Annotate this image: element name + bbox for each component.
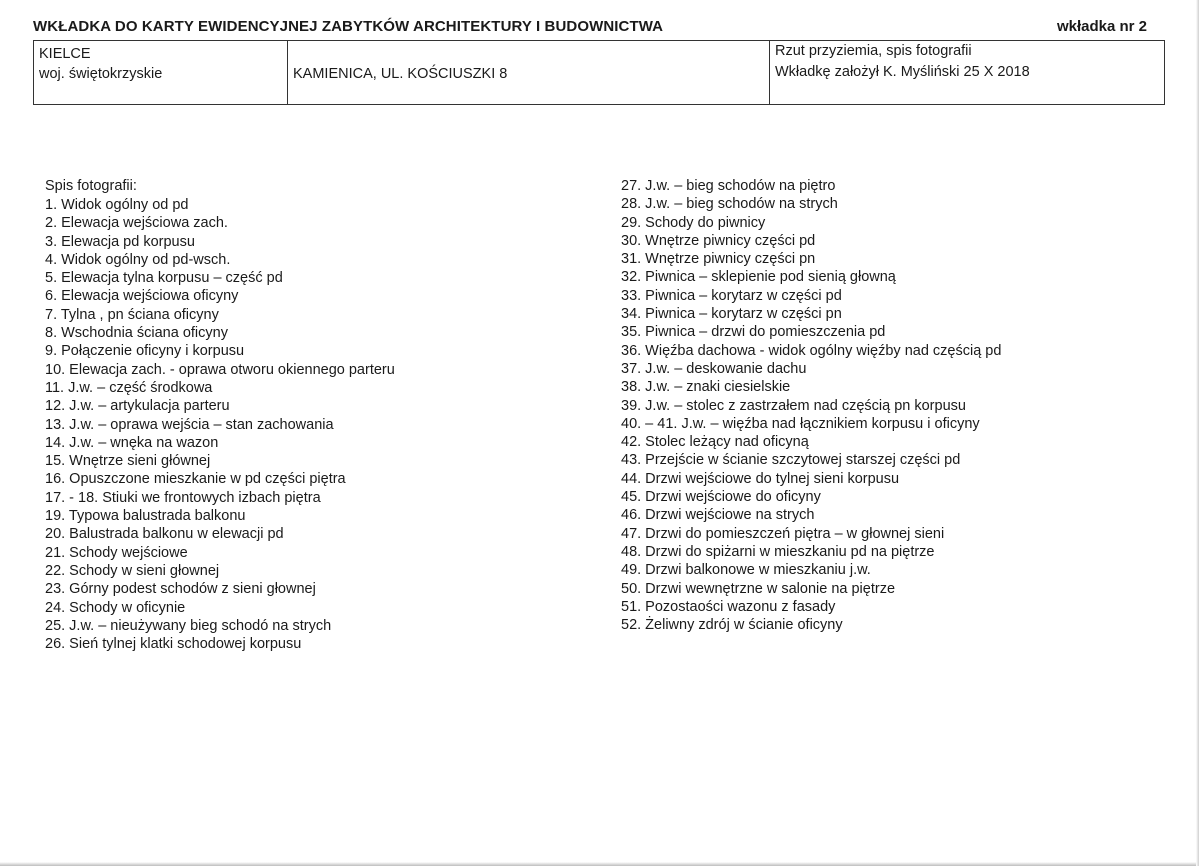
list-item: 26. Sień tylnej klatki schodowej korpusu bbox=[45, 636, 302, 653]
list-item: 29. Schody do piwnicy bbox=[621, 214, 766, 231]
photo-list-heading: Spis fotografii: bbox=[45, 178, 137, 194]
list-item: 8. Wschodnia ściana oficyny bbox=[45, 325, 228, 342]
list-item: 34. Piwnica – korytarz w części pn bbox=[621, 306, 842, 323]
list-item: 40. – 41. J.w. – więźba nad łącznikiem korpusu i oficyny bbox=[621, 415, 980, 432]
list-item: 1. Widok ogólny od pd bbox=[45, 197, 189, 213]
list-item: 44. Drzwi wejściowe do tylnej sieni korpusu bbox=[621, 470, 900, 487]
list-item: 2. Elewacja wejściowa zach. bbox=[45, 215, 228, 232]
info-table bbox=[33, 40, 1165, 105]
list-item: 48. Drzwi do spiżarni w mieszkaniu pd na piętrze bbox=[621, 543, 935, 560]
list-item: 19. Typowa balustrada balkonu bbox=[45, 508, 246, 525]
list-item: 20. Balustrada balkonu w elewacji pd bbox=[45, 526, 284, 543]
list-item: 4. Widok ogólny od pd-wsch. bbox=[45, 251, 231, 268]
list-item: 33. Piwnica – korytarz w części pd bbox=[621, 287, 842, 304]
list-item: 46. Drzwi wejściowe na strych bbox=[621, 507, 815, 524]
contents-text: Rzut przyziemia, spis fotografii bbox=[775, 43, 972, 59]
list-item: 11. J.w. – część środkowa bbox=[45, 379, 213, 396]
list-item: 16. Opuszczone mieszkanie w pd części piętra bbox=[45, 471, 346, 488]
list-item: 27. J.w. – bieg schodów na piętro bbox=[621, 178, 836, 194]
list-item: 9. Połączenie oficyny i korpusu bbox=[45, 343, 245, 360]
list-item: 43. Przejście w ścianie szczytowej starszej części pd bbox=[621, 452, 961, 469]
list-item: 36. Więźba dachowa - widok ogólny więźby nad częścią pd bbox=[621, 342, 1002, 359]
list-item: 39. J.w. – stolec z zastrzałem nad częścią pn korpusu bbox=[621, 397, 966, 414]
sheet-number: wkładka nr 2 bbox=[1056, 18, 1147, 35]
document-title: WKŁADKA DO KARTY EWIDENCYJNEJ ZABYTKÓW ARCHITEKTURY I BUDOWNICTWA bbox=[33, 18, 664, 35]
list-item: 21. Schody wejściowe bbox=[45, 544, 188, 561]
list-item: 37. J.w. – deskowanie dachu bbox=[621, 360, 807, 377]
list-item: 35. Piwnica – drzwi do pomieszczenia pd bbox=[621, 324, 886, 341]
address-text: KAMIENICA, UL. KOŚCIUSZKI 8 bbox=[293, 66, 508, 82]
photo-list-right bbox=[621, 177, 1001, 634]
list-item: 22. Schody w sieni głownej bbox=[45, 562, 220, 579]
list-item: 49. Drzwi balkonowe w mieszkaniu j.w. bbox=[621, 562, 871, 579]
list-item: 10. Elewacja zach. - oprawa otworu okiennego parteru bbox=[45, 361, 395, 378]
description-cell bbox=[770, 41, 1164, 104]
address-cell bbox=[288, 41, 770, 104]
list-item: 14. J.w. – wnęka na wazon bbox=[45, 434, 219, 451]
list-item: 42. Stolec leżący nad oficyną bbox=[621, 434, 809, 451]
list-item: 15. Wnętrze sieni głównej bbox=[45, 453, 211, 470]
list-item: 50. Drzwi wewnętrzne w salonie na piętrze bbox=[621, 580, 896, 597]
list-item: 45. Drzwi wejściowe do oficyny bbox=[621, 489, 821, 506]
list-item: 52. Żeliwny zdrój w ścianie oficyny bbox=[621, 617, 843, 634]
list-item: 51. Pozostaości wazonu z fasady bbox=[621, 598, 836, 615]
list-item: 30. Wnętrze piwnicy części pd bbox=[621, 232, 816, 249]
list-item: 23. Górny podest schodów z sieni głownej bbox=[45, 581, 316, 598]
author-text: Wkładkę założył K. Myśliński 25 X 2018 bbox=[775, 64, 1030, 80]
list-item: 12. J.w. – artykulacja parteru bbox=[45, 398, 230, 415]
photo-list-left bbox=[45, 196, 395, 653]
list-item: 17. - 18. Stiuki we frontowych izbach piętra bbox=[45, 489, 321, 506]
list-item: 24. Schody w oficynie bbox=[45, 599, 186, 616]
list-item: 32. Piwnica – sklepienie pod sienią głowną bbox=[621, 269, 896, 286]
list-item: 38. J.w. – znaki ciesielskie bbox=[621, 379, 791, 396]
city-text: KIELCE bbox=[39, 46, 91, 62]
list-item: 25. J.w. – nieużywany bieg schodó na strych bbox=[45, 617, 332, 634]
scan-bottom-edge bbox=[0, 862, 1199, 866]
list-item: 5. Elewacja tylna korpusu – część pd bbox=[45, 270, 283, 287]
location-cell bbox=[34, 41, 288, 104]
list-item: 28. J.w. – bieg schodów na strych bbox=[621, 196, 838, 213]
list-item: 3. Elewacja pd korpusu bbox=[45, 233, 195, 250]
list-item: 47. Drzwi do pomieszczeń piętra – w głownej sieni bbox=[621, 525, 945, 542]
list-item: 6. Elewacja wejściowa oficyny bbox=[45, 288, 239, 305]
list-item: 13. J.w. – oprawa wejścia – stan zachowania bbox=[45, 416, 334, 433]
list-item: 31. Wnętrze piwnicy części pn bbox=[621, 251, 816, 268]
province-text: woj. świętokrzyskie bbox=[39, 66, 163, 82]
list-item: 7. Tylna , pn ściana oficyny bbox=[45, 306, 219, 323]
